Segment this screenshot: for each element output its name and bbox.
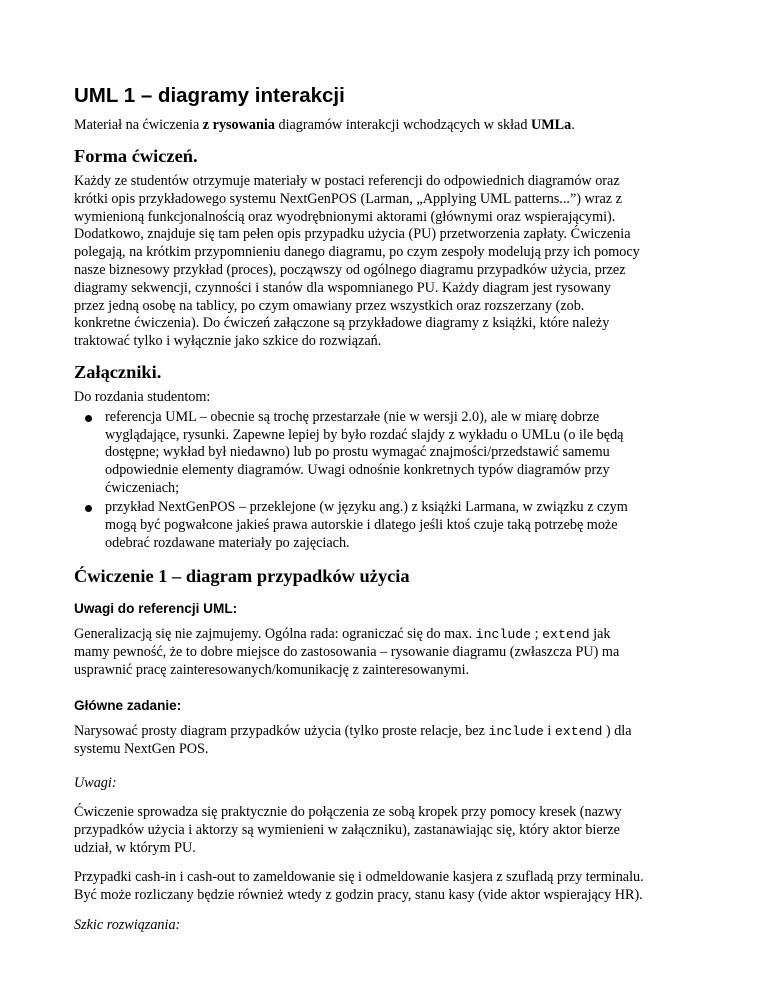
uwagi-ref-line: usprawnić pracę zainteresowanych/komunikację z zainteresowanymi. [74, 662, 470, 678]
uwagi-line: Przypadki cash-in i cash-out to zameldowanie się i odmeldowanie kasjera z szufladą przy terminalu. [74, 869, 644, 885]
heading-forma: Forma ćwiczeń. [74, 146, 198, 166]
forma-line: nasze biznesowy przykład (proces), począwszy od ogólnego diagramu przypadków użycia, przez [74, 262, 626, 278]
heading-uwagi-referencji: Uwagi do referencji UML: [74, 601, 238, 616]
intro-text-3: . [571, 117, 575, 133]
zadanie-text-end: ) dla [602, 723, 632, 739]
heading-zalaczniki: Załączniki. [74, 362, 162, 382]
forma-line: Dodatkowo, znajduje się tam pełen opis przypadku użycia (PU) przetworzenia zapłaty. Ćwiczenia [74, 226, 631, 242]
szkic-rozwiazania-label: Szkic rozwiązania: [74, 917, 181, 933]
bullet1-line: ćwiczeniach; [105, 480, 180, 496]
uwagi-line: przypadków użycia i aktorzy są wymienieni w załączniku), zastanawiając się, który aktor bierze [74, 822, 620, 838]
forma-line: krótki opis przykładowego systemu NextGenPOS (Larman, „Applying UML patterns...”) wraz z [74, 191, 622, 207]
zadanie-text: Narysować prosty diagram przypadków użycia (tylko proste relacje, bez [74, 723, 489, 739]
heading-uwagi: Uwagi: [74, 775, 117, 791]
zadanie-line: systemu NextGen POS. [74, 741, 209, 757]
code-include: include [488, 724, 544, 739]
bullet2-line: mogą być pogwałcone jakieś prawa autorskie i dlatego jeśli ktoś czuje taką potrzebę może [105, 517, 618, 533]
bullet2-line: przykład NextGenPOS – przeklejone (w języku ang.) z książki Larmana, w związku z czym [105, 499, 628, 515]
forma-line: diagramy sekwencji, czynności i stanów dla wspomnianego PU. Każdy diagram jest rysowany [74, 280, 612, 296]
heading-glowne-zadanie: Główne zadanie: [74, 698, 182, 713]
forma-line: Każdy ze studentów otrzymuje materiały w postaci referencji do odpowiednich diagramów oraz [74, 173, 620, 189]
uwagi-line: Być może rozliczany będzie również wtedy z godzin pracy, stanu kasy (vide aktor wspierający HR). [74, 887, 643, 903]
code-extend: extend [542, 627, 590, 642]
bullet-dot-icon [85, 505, 92, 512]
bullet-dot-icon [85, 415, 92, 422]
page-title: UML 1 – diagramy interakcji [74, 84, 345, 107]
uwagi-ref-line: mamy pewność, że to dobre miejsce do zastosowania – rysowanie diagramu (zwłaszcza PU) ma [74, 644, 620, 660]
intro-paragraph [74, 117, 575, 135]
bullet1-line: referencja UML – obecnie są trochę przestarzałe (nie w wersji 2.0), ale w miarę dobrze [105, 409, 600, 425]
intro-bold-2: UMLa [531, 117, 572, 133]
separator: i [543, 723, 555, 739]
forma-line: wymienioną funkcjonalnością oraz wyodrębnionymi aktorami (głównymi oraz wspierającymi). [74, 209, 616, 225]
uwagi-line: Ćwiczenie sprowadza się praktycznie do połączenia ze sobą kropek przy pomocy kresek (nazwy [74, 804, 622, 820]
forma-line: polegają, na krótkim przypomnieniu danego diagramu, po czym zespoły modelują przy ich pomocy [74, 244, 640, 260]
forma-line: konkretne ćwiczenia). Do ćwiczeń załączone są przykładowe diagramy z książki, które należy [74, 315, 610, 331]
bullet1-line: odpowiednie elementy diagramów. Uwagi odnośnie konkretnych typów diagramów przy [105, 462, 610, 478]
separator: ; [531, 626, 543, 642]
zalaczniki-lead: Do rozdania studentom: [74, 389, 211, 405]
code-extend: extend [554, 724, 603, 739]
uwagi-ref-line [74, 626, 611, 644]
bullet1-line: wyglądające, rysunki. Zapewne lepiej by było rozdać slajdy z wykładu o UMLu (o ile będą [105, 427, 624, 443]
heading-cwiczenie-1: Ćwiczenie 1 – diagram przypadków użycia [74, 566, 410, 586]
intro-bold-1: z rysowania [202, 117, 275, 133]
intro-text-2: diagramów interakcji wchodzących w skład [274, 117, 531, 133]
bullet1-line: dostępne; wykład był niedawno) lub po prostu wymagać znajmości/przedstawić samemu [105, 444, 610, 460]
forma-line: traktować tylko i wyłącznie jako szkice do rozwiązań. [74, 333, 382, 349]
uwagi-ref-text: Generalizacją się nie zajmujemy. Ogólna rada: ograniczać się do max. [74, 626, 476, 642]
forma-line: przez jedną osobę na tablicy, po czym omawiany przez wszystkich oraz rozszerzany (zob. [74, 298, 585, 314]
code-include: include [475, 627, 532, 642]
uwagi-ref-text-end: jak [589, 626, 611, 642]
bullet2-line: odebrać rozdawane materiały po zajęciach. [105, 535, 350, 551]
uwagi-line: udział, w którym PU. [74, 840, 196, 856]
intro-text-1: Materiał na ćwiczenia [74, 117, 203, 133]
zadanie-line [74, 723, 632, 741]
